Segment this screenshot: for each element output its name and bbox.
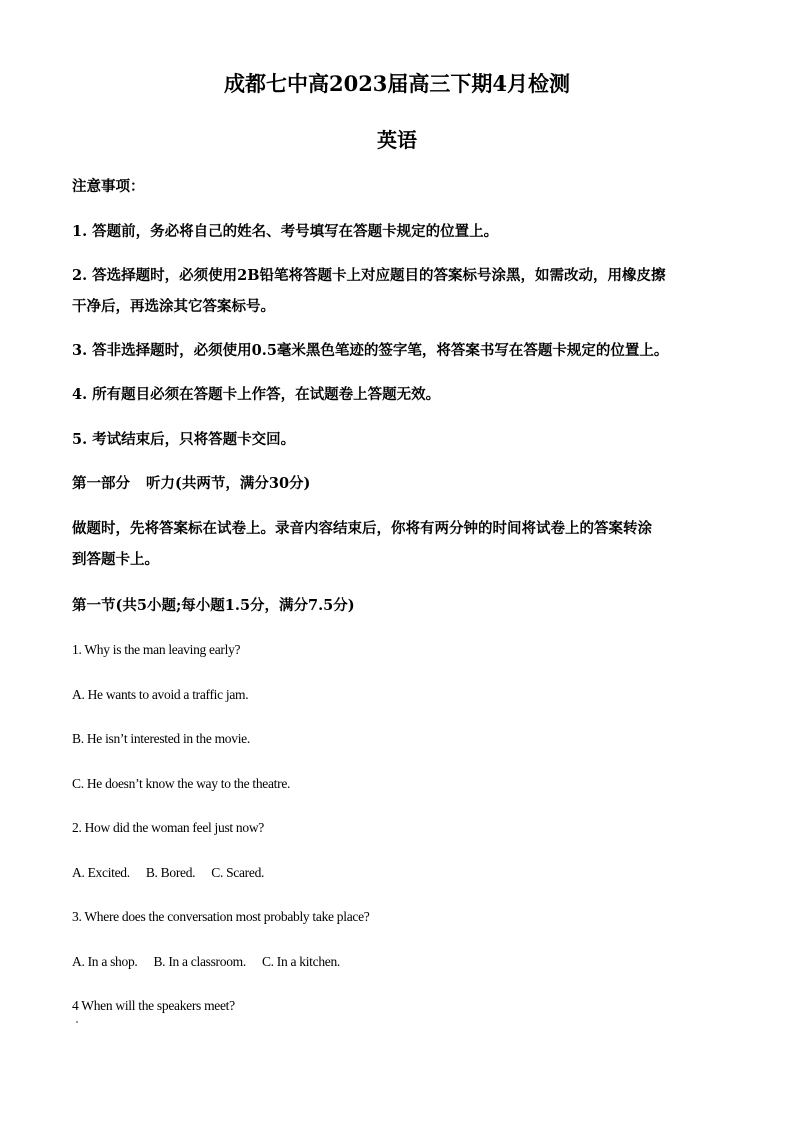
q3-stem: 3. Where does the conversation most probably take place?	[72, 909, 370, 924]
subject-title: 英语	[377, 128, 417, 152]
section1-title: 第一节(共5小题;每小题1.5分，满分7.5分)	[72, 597, 355, 614]
q2-options	[72, 864, 264, 882]
q1-stem: 1. Why is the man leaving early?	[72, 642, 241, 657]
scan-mark	[76, 1021, 78, 1023]
q2-option-a: A. Excited.	[72, 865, 130, 880]
q1-option-c: C. He doesn’t know the way to the theatre.	[72, 776, 291, 791]
q2-option-b: B. Bored.	[145, 865, 196, 880]
page-title: 成都七中高2023届高三下期4月检测	[223, 71, 571, 96]
notice-item-3: 3. 答非选择题时，必须使用0.5毫米黑色笔迹的签字笔，将答案书写在答题卡规定的位置上。	[72, 342, 669, 359]
q3-option-b: B. In a classroom.	[153, 954, 246, 969]
notice-heading: 注意事项：	[72, 178, 145, 195]
notice-item-2-cont: 干净后，再选涂其它答案标号。	[72, 298, 275, 315]
q3-option-c: C. In a kitchen.	[261, 954, 340, 969]
q2-option-c: C. Scared.	[211, 865, 265, 880]
part1-instruction-2: 到答题卡上。	[72, 551, 159, 568]
q3-option-a: A. In a shop.	[72, 954, 138, 969]
notice-item-1: 1. 答题前，务必将自己的姓名、考号填写在答题卡规定的位置上。	[72, 223, 499, 240]
part1-instruction-1: 做题时，先将答案标在试卷上。录音内容结束后，你将有两分钟的时间将试卷上的答案转涂	[72, 520, 652, 537]
notice-item-2: 2. 答选择题时，必须使用2B铅笔将答题卡上对应题目的答案标号涂黑，如需改动，用橡皮擦	[72, 267, 666, 284]
part1-label: 第一部分	[72, 475, 130, 492]
q3-options	[72, 953, 340, 971]
q1-option-a: A. He wants to avoid a traffic jam.	[72, 687, 249, 702]
part1-heading	[72, 474, 310, 494]
notice-item-5: 5. 考试结束后，只将答题卡交回。	[72, 431, 296, 448]
notice-item-4: 4. 所有题目必须在答题卡上作答，在试题卷上答题无效。	[72, 386, 441, 403]
q2-stem: 2. How did the woman feel just now?	[72, 820, 264, 835]
part1-title: 听力(共两节，满分30分)	[146, 475, 311, 492]
q1-option-b: B. He isn’t interested in the movie.	[72, 731, 250, 746]
q4-stem: 4 When will the speakers meet?	[72, 998, 235, 1013]
